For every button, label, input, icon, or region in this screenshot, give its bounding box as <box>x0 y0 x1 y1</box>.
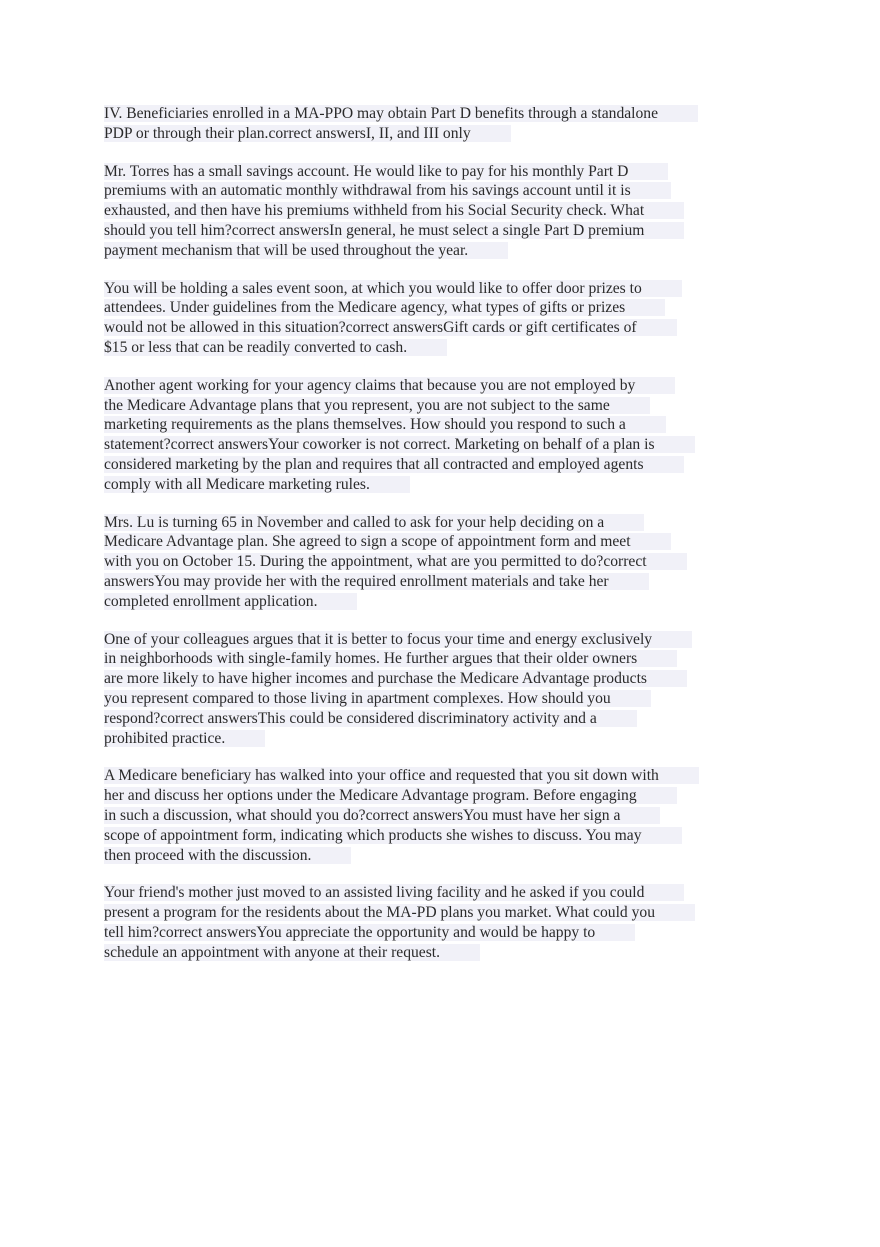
text-line: you represent compared to those living in apartment complexes. How should you <box>104 689 780 709</box>
text-line: Mrs. Lu is turning 65 in November and called to ask for your help deciding on a <box>104 513 780 533</box>
paragraph-8 <box>104 883 780 962</box>
paragraph-5 <box>104 513 780 612</box>
text-line: Another agent working for your agency claims that because you are not employed by <box>104 376 780 396</box>
text-line: Medicare Advantage plan. She agreed to sign a scope of appointment form and meet <box>104 532 780 552</box>
text-line: answersYou may provide her with the required enrollment materials and take her <box>104 572 780 592</box>
paragraph-1 <box>104 104 780 144</box>
text-line: payment mechanism that will be used throughout the year. <box>104 241 780 261</box>
text-line: scope of appointment form, indicating which products she wishes to discuss. You may <box>104 826 780 846</box>
document-body <box>104 104 780 980</box>
text-line: with you on October 15. During the appointment, what are you permitted to do?correct <box>104 552 780 572</box>
text-line: then proceed with the discussion. <box>104 846 780 866</box>
text-line: prohibited practice. <box>104 729 780 749</box>
paragraph-7 <box>104 766 780 865</box>
paragraph-6 <box>104 630 780 749</box>
text-line: are more likely to have higher incomes and purchase the Medicare Advantage products <box>104 669 780 689</box>
text-line: statement?correct answersYour coworker is not correct. Marketing on behalf of a plan is <box>104 435 780 455</box>
text-line: One of your colleagues argues that it is better to focus your time and energy exclusively <box>104 630 780 650</box>
text-line: respond?correct answersThis could be considered discriminatory activity and a <box>104 709 780 729</box>
text-line: PDP or through their plan.correct answersI, II, and III only <box>104 124 780 144</box>
text-line: comply with all Medicare marketing rules. <box>104 475 780 495</box>
text-line: should you tell him?correct answersIn general, he must select a single Part D premium <box>104 221 780 241</box>
text-line: the Medicare Advantage plans that you represent, you are not subject to the same <box>104 396 780 416</box>
text-line: Mr. Torres has a small savings account. He would like to pay for his monthly Part D <box>104 162 780 182</box>
text-line: tell him?correct answersYou appreciate the opportunity and would be happy to <box>104 923 780 943</box>
paragraph-4 <box>104 376 780 495</box>
text-line: present a program for the residents about the MA-PD plans you market. What could you <box>104 903 780 923</box>
text-line: exhausted, and then have his premiums withheld from his Social Security check. What <box>104 201 780 221</box>
text-line: in neighborhoods with single-family homes. He further argues that their older owners <box>104 649 780 669</box>
text-line: would not be allowed in this situation?correct answersGift cards or gift certificates of <box>104 318 780 338</box>
text-line: A Medicare beneficiary has walked into your office and requested that you sit down with <box>104 766 780 786</box>
text-line: considered marketing by the plan and requires that all contracted and employed agents <box>104 455 780 475</box>
text-line: You will be holding a sales event soon, at which you would like to offer door prizes to <box>104 279 780 299</box>
text-line: IV. Beneficiaries enrolled in a MA-PPO may obtain Part D benefits through a standalone <box>104 104 780 124</box>
text-line: completed enrollment application. <box>104 592 780 612</box>
paragraph-2 <box>104 162 780 261</box>
text-line: marketing requirements as the plans themselves. How should you respond to such a <box>104 415 780 435</box>
text-line: $15 or less that can be readily converted to cash. <box>104 338 780 358</box>
paragraph-3 <box>104 279 780 358</box>
text-line: her and discuss her options under the Medicare Advantage program. Before engaging <box>104 786 780 806</box>
text-line: premiums with an automatic monthly withdrawal from his savings account until it is <box>104 181 780 201</box>
text-line: in such a discussion, what should you do?correct answersYou must have her sign a <box>104 806 780 826</box>
text-line: schedule an appointment with anyone at their request. <box>104 943 780 963</box>
text-line: attendees. Under guidelines from the Medicare agency, what types of gifts or prizes <box>104 298 780 318</box>
text-line: Your friend's mother just moved to an assisted living facility and he asked if you could <box>104 883 780 903</box>
